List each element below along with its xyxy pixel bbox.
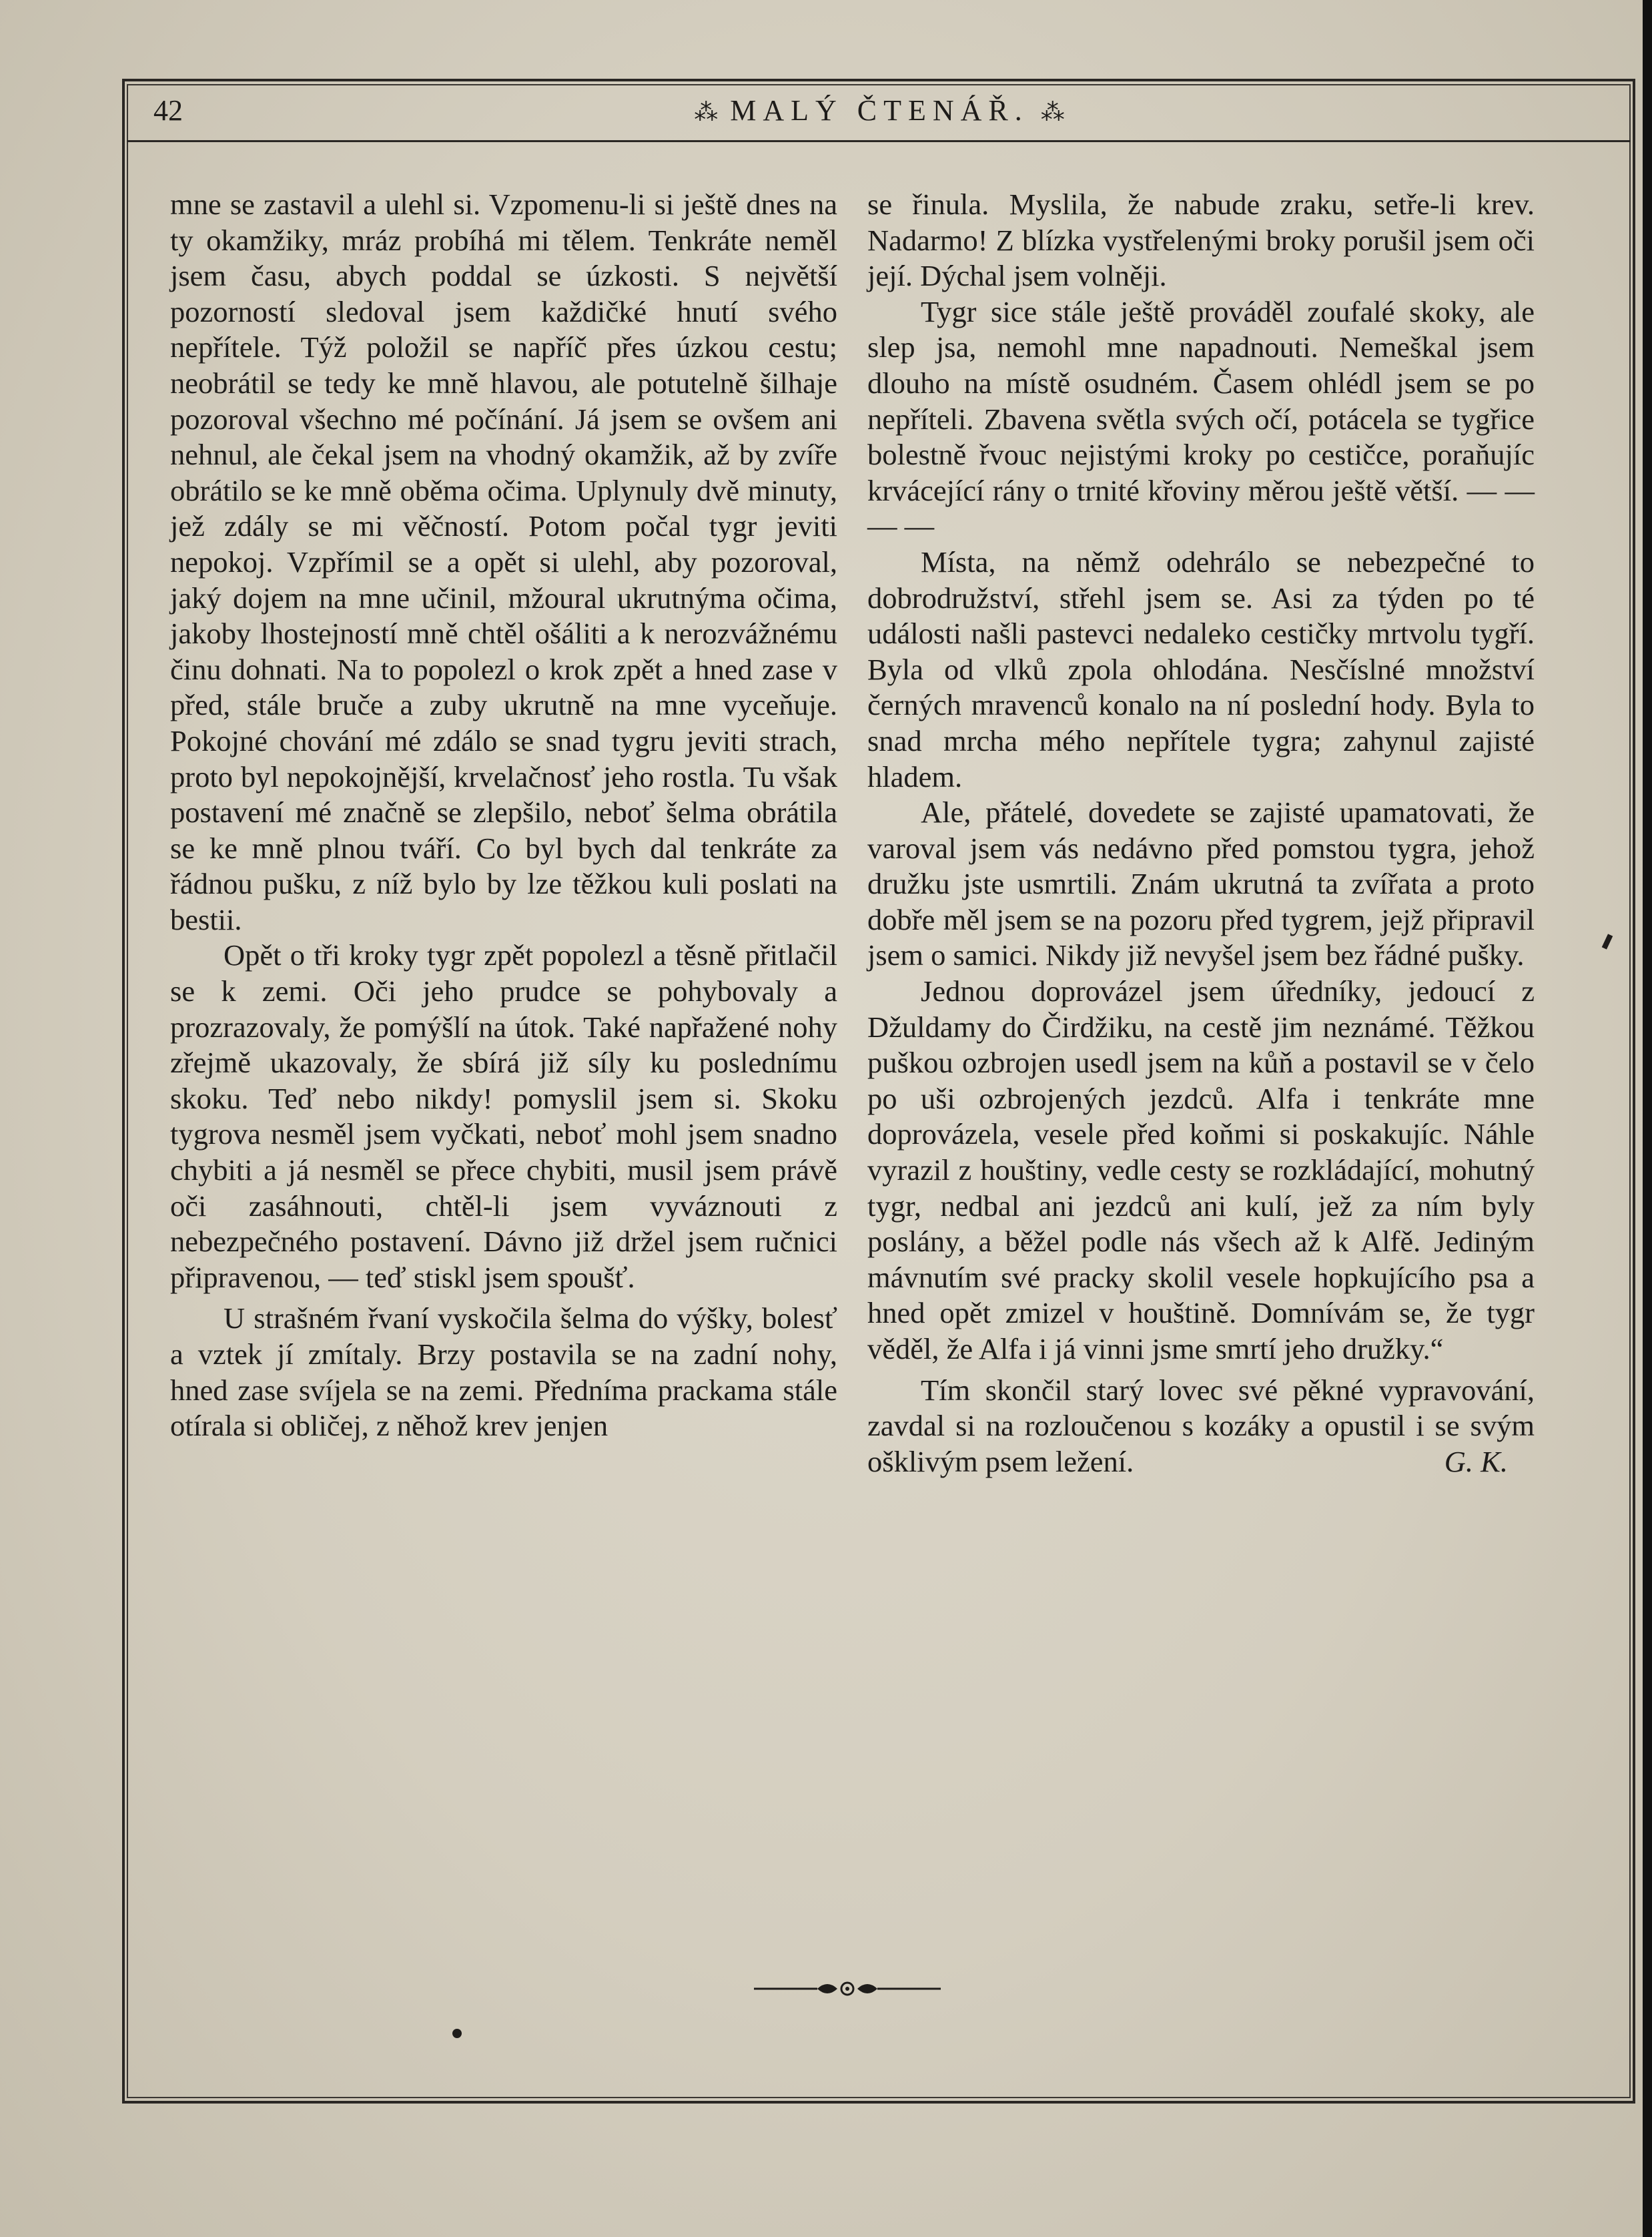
running-title bbox=[133, 93, 1625, 127]
closing-paragraph bbox=[867, 1373, 1535, 1480]
closing-text: Tím skončil starý lovec své pěkné vypravování, zavdal si na rozloučenou s kozáky a opustil i se svým ošklivým psem ležení. bbox=[867, 1373, 1535, 1478]
header-rule bbox=[127, 140, 1631, 142]
paragraph: Ale, přátelé, dovedete se zajisté upamatovati, že varoval jsem vás nedávno před pomstou tygra, jehož družku jste usmrtili. Znám ukrutná ta zvířata a proto dobře měl jsem se na pozoru před tygrem, jejž připravil jsem o samici. Nikdy již nevyšel jsem bez řádné pušky. bbox=[867, 795, 1535, 972]
ink-spot bbox=[452, 2029, 462, 2038]
paragraph: mne se zastavil a ulehl si. Vzpomenu-li si ještě dnes na ty okamžiky, mráz probíhá mi tělem. Tenkráte neměl jsem času, abych poddal se úzkosti. S největší pozorností sledoval jsem každičké hnutí svého nepřítele. Týž položil se napříč přes úzkou cestu; neobrátil se tedy ke mně hlavou, ale potutelně šilhaje pozoroval všechno mé počínání. Já jsem se ovšem ani nehnul, ale čekal jsem na vhodný okamžik, až by zvíře obrátilo se ke mně oběma očima. Uplynuly dvě minuty, jež zdály se mi věčností. Potom počal tygr jeviti nepokoj. Vzpřímil se a opět si ulehl, aby pozoroval, jaký dojem na mne učinil, mžoural ukrutnýma očima, jakoby lhostejností mně chtěl ošáliti a k nerozvážnému činu dohnati. Na to popolezl o krok zpět a hned zase v před, stále bruče a zuby ukrutně na mne vyceňuje. Pokojné chování mé zdálo se snad tygru jeviti strach, proto byl nepokojnější, krvelačnosť jeho rostla. Tu však postavení mé značně se zlepšilo, neboť šelma obrátila se ke mně plnou tváří. Co byl bych dal tenkráte za řádnou pušku, z níž bylo by lze těžkou kuli poslati na bestii. bbox=[170, 188, 837, 936]
paragraph: Tygr sice stále ještě prováděl zoufalé skoky, ale slep jsa, nemohl mne napadnouti. Nemeškal jsem dlouho na místě osudném. Časem ohlédl jsem se po nepříteli. Zbavena světla svých očí, potácela se tygřice bolestně řvouc nejistými kroky po cestičce, poraňujíc krvácející rány o trnité křoviny měrou ještě větší. — — — — bbox=[867, 294, 1535, 543]
tailpiece-ornament-icon bbox=[754, 1975, 941, 2002]
journal-title: MALÝ ČTENÁŘ. bbox=[730, 94, 1029, 127]
left-column bbox=[170, 187, 837, 1444]
paragraph: Opět o tři kroky tygr zpět popolezl a těsně přitlačil se k zemi. Oči jeho prudce se pohybovaly a prozrazovaly, že pomýšlí na útok. Také napřažené nohy zřejmě ukazovaly, že sbírá již síly ku poslednímu skoku. Teď nebo nikdy! pomyslil jsem si. Skoku tygrova nesměl jsem vyčkati, neboť mohl jsem snadno chybiti a já nesměl se přece chybiti, musil jsem právě oči zasáhnouti, chtěl-li jsem vyváznouti z nebezpečného postavení. Dávno již držel jsem ručnici připravenou, — teď stiskl jsem spoušť. bbox=[170, 938, 837, 1294]
paragraph: se řinula. Myslila, že nabude zraku, setře-li krev. Nadarmo! Z blízka vystřelenými broky porušil jsem oči její. Dýchal jsem volněji. bbox=[867, 188, 1535, 293]
paragraph: Místa, na němž odehrálo se nebezpečné to dobrodružství, střehl jsem se. Asi za týden po té události našli pastevci nedaleko cestičky mrtvolu tygří. Byla od vlků zpola ohlodána. Nesčíslné množství černých mravenců konalo na ní poslední hody. Byla to snad mrcha mého nepřítele tygra; zahynul zajisté hladem. bbox=[867, 545, 1535, 793]
paragraph: U strašném řvaní vyskočila šelma do výšky, bolesť a vztek jí zmítaly. Brzy postavila se na zadní nohy, hned zase svíjela se na zemi. Předníma prackama stále otírala si obličej, z něhož krev jenjen bbox=[170, 1301, 837, 1443]
running-header bbox=[133, 87, 1625, 140]
ornament-left-icon: ⁂ bbox=[694, 99, 719, 125]
paragraph: Jednou doprovázel jsem úředníky, jedoucí z Džuldamy do Čirdžiku, na cestě jim neznámé. Těžkou puškou ozbrojen usedl jsem na kůň a postavil se v čelo po uši ozbrojených jezdců. Alfa i tenkráte mne doprovázela, vesele před koňmi si poskakujíc. Náhle vyrazil z houštiny, vedle cesty se rozkládající, mohutný tygr, nedbal ani jezdců ani kulí, jež za ním byly poslány, a běžel podle nás všech až k Alfě. Jediným mávnutím své pracky skolil vesele hopkujícího psa a hned opět zmizel v houštině. Domnívám se, že tygr věděl, že Alfa i já vinni jsme smrtí jeho družky.“ bbox=[867, 974, 1535, 1365]
page-number: 42 bbox=[153, 94, 183, 127]
ornament-right-icon: ⁂ bbox=[1040, 99, 1065, 125]
right-column bbox=[867, 187, 1535, 1480]
author-signature: G. K. bbox=[1444, 1444, 1508, 1478]
scan-edge bbox=[1643, 0, 1652, 2237]
